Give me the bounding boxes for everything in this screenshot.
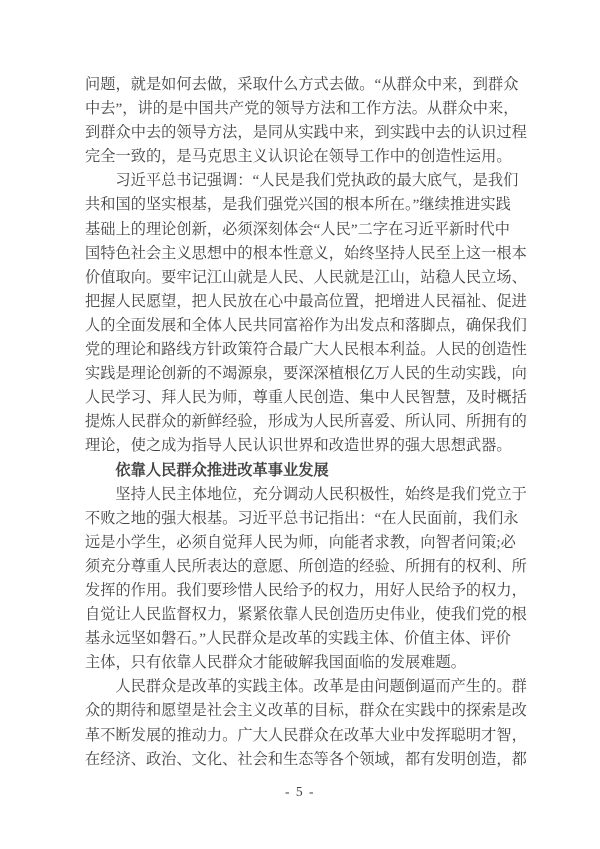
text-line: 众的期待和愿望是社会主义改革的目标，群众在实践中的探索是改: [85, 702, 527, 720]
text-line: 习近平总书记强调：“人民是我们党执政的最大底气，是我们: [115, 172, 519, 190]
text-line: 人民群众是改革的实践主体。改革是由问题倒逼而产生的。群: [115, 678, 527, 696]
text-line: 问题，就是如何去做，采取什么方式去做。“从群众中来，到群众: [85, 76, 519, 93]
text-line: 基础上的理论创新，必须深刻体会“人民”二字在习近平新时代中: [85, 220, 510, 238]
text-line: 基永远坚如磐石。”人民群众是改革的实践主体、价值主体、评价: [85, 630, 511, 648]
text-line: 在经济、政治、文化、社会和生态等各个领域，都有发明创造，都: [85, 750, 527, 768]
text-line: 不败之地的强大根基。习近平总书记指出：“在人民面前，我们永: [85, 509, 519, 527]
text-line: 实践是理论创新的不竭源泉，要深深植根亿万人民的生动实践，向: [85, 365, 527, 383]
text-line: 把握人民愿望，把人民放在心中最高位置，把增进人民福祉、促进: [85, 292, 527, 310]
text-line: 理论，使之成为指导人民认识世界和改造世界的强大思想武器。: [85, 437, 512, 455]
text-line: 完全一致的，是马克思主义认识论在领导工作中的创造性运用。: [85, 148, 512, 166]
text-line: 坚持人民主体地位，充分调动人民积极性，始终是我们党立于: [115, 485, 527, 503]
text-line: 人的全面发展和全体人民共同富裕作为出发点和落脚点，确保我们: [85, 316, 527, 334]
text-line: 共和国的坚实根基，是我们强党兴国的根本所在。”继续推进实践: [85, 196, 511, 214]
text-line: 价值取向。要牢记江山就是人民、人民就是江山，站稳人民立场、: [85, 268, 527, 286]
text-line: 人民学习、拜人民为师，尊重人民创造、集中人民智慧，及时概括: [85, 389, 527, 407]
page-footer: [0, 784, 600, 800]
page-number: - 5 -: [285, 784, 315, 799]
text-line: 自觉让人民监督权力，紧紧依靠人民创造历史伟业，使我们党的根: [85, 606, 527, 624]
text-line: 发挥的作用。我们要珍惜人民给予的权力，用好人民给予的权力，: [85, 581, 527, 599]
text-line: 到群众中去的领导方法，是同从实践中来，到实践中去的认识过程: [85, 124, 527, 142]
text-line: 远是小学生，必须自觉拜人民为师，向能者求教，向智者问策;必: [85, 533, 516, 551]
document-body: [85, 73, 533, 772]
text-line: 主体，只有依靠人民群众才能破解我国面临的发展难题。: [85, 654, 466, 672]
text-line: 党的理论和路线方针政策符合最广大人民根本利益。人民的创造性: [85, 341, 527, 359]
text-line: 提炼人民群众的新鲜经验，形成为人民所喜爱、所认同、所拥有的: [85, 413, 527, 431]
section-heading: 依靠人民群众推进改革事业发展: [115, 461, 329, 479]
text-line: 革不断发展的推动力。广大人民群众在改革大业中发挥聪明才智，: [85, 726, 527, 744]
text-line: 须充分尊重人民所表达的意愿、所创造的经验、所拥有的权利、所: [85, 557, 527, 575]
text-line: 中去”，讲的是中国共产党的领导方法和工作方法。从群众中来，: [85, 100, 519, 118]
text-line: 国特色社会主义思想中的根本性意义，始终坚持人民至上这一根本: [85, 244, 527, 262]
